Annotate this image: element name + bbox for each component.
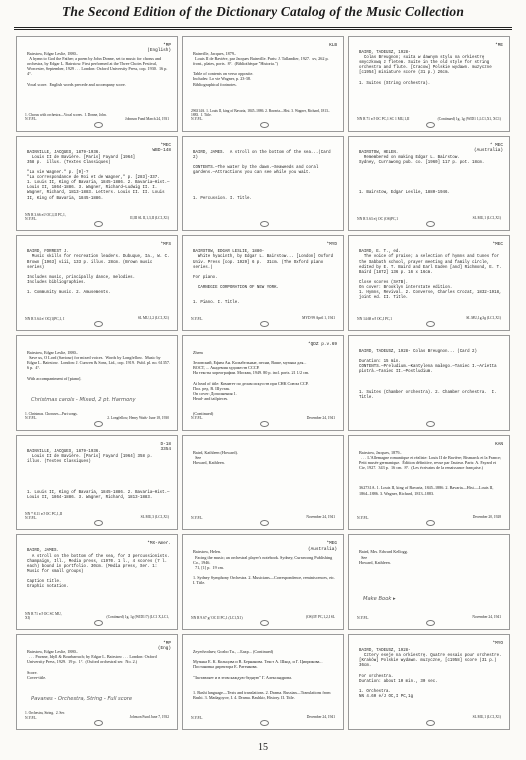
card-entry-text: Zhem Зеловский, Ефим Ан. Колыбельные, песни, Ваше, музыка для... ВОСТ, ... Академия художеств СССР. На тексты хореографии. Москва, 1949. 80 p. incl. ports. 21 1/2 cm. At head of title: Комитет по делам искусств при СНК Союза ССР. Пол. ред. В. Шустак. On cover: Дополнения 1. Head- and tailpieces. (Continued) bbox=[193, 350, 310, 417]
card-rod-hole bbox=[94, 520, 103, 526]
page-title: The Second Edition of the Dictionary Catalog of the Music Collection bbox=[61, 4, 465, 19]
card-call-number: *MP (Eng) bbox=[157, 641, 171, 652]
card-rod-hole bbox=[260, 421, 269, 427]
card-rod-hole bbox=[426, 122, 435, 128]
card-tracing: N.Y.P.L. bbox=[357, 615, 370, 620]
card-date-stamp: December 24, 1941 bbox=[306, 415, 335, 420]
card-tracing: NN * 8.11 e/J OC PC,1,II N.Y.P.L. bbox=[25, 511, 63, 521]
card-call-number: *MYD bbox=[326, 242, 337, 248]
catalog-card bbox=[182, 534, 344, 630]
catalog-card bbox=[16, 235, 178, 331]
catalog-card bbox=[182, 634, 344, 730]
card-tracing: NN R 3.66 e/J OC,I,II PC,1, N.Y.P.L. bbox=[25, 212, 66, 222]
card-entry-text: Bairstow, Edgar Leslie, 1880– . . . Pavane, Idyll & Bourbarrach; by Edgar L. Bairstow . . . London: Oxford University Press, 1929. 19 p. 1°. (Oxford orchestral ser. No. 2.) Score. Cover-title. bbox=[27, 649, 157, 680]
card-call-number: D-18 3354 bbox=[160, 441, 171, 452]
card-call-number: *QDZ p.v.69 bbox=[308, 342, 337, 348]
card-rod-hole bbox=[94, 122, 103, 128]
catalog-card bbox=[348, 534, 510, 630]
card-rod-hole bbox=[426, 720, 435, 726]
card-tracing: NN 14.68 e/J OC,I PC,1 bbox=[357, 316, 393, 321]
catalog-card bbox=[182, 435, 344, 531]
card-call-number: *MX-Amer. bbox=[147, 541, 171, 547]
catalog-card bbox=[182, 36, 344, 132]
catalog-card bbox=[182, 335, 344, 431]
card-call-number: * MEC (Australia) bbox=[474, 142, 503, 153]
card-date-stamp: (OS)3Y PC,1,2,I SL bbox=[305, 615, 335, 620]
card-tracing: 1. Christmas. Choruses—Part songs. N.Y.P.L. bbox=[25, 412, 78, 421]
card-entry-text: BAIRD, TADEUSZ, 1928- Cztery eseje na orkiestrę. Quatre essais pour orchestre. [Kraków] Polskie wydawn. muzyczne, [c1958] score (31 p.) 36cm. For orchestra. Duration: about 10 min., 30 sec. 1. Orchestra. NN 4.60 e/J OC,I PC,1g bbox=[359, 649, 502, 699]
card-entry-text: Bairstow, Edgar Leslie, 1880– Save us, O Lord (Saviour) for mixed voices. Words by Longfellow. Music by Edgar L. Bairstow. London: J. Curwen & Sons, Ltd., cop. 1919. Publ. pl. no. 61357. 6 p. 4°. With accompaniment of [piano]. bbox=[27, 350, 171, 381]
card-call-number: *MEC WBD-148 bbox=[152, 142, 171, 153]
card-call-number: *MYO bbox=[492, 641, 503, 647]
catalog-card bbox=[16, 136, 178, 232]
card-tracing: NN R 71 e/J OC SC MU, XI) bbox=[25, 611, 62, 620]
card-rod-hole bbox=[94, 321, 103, 327]
card-entry-text: Baird, Mrs. Edward Kellogg. See Howard, Kathleen. bbox=[359, 549, 408, 565]
card-rod-hole bbox=[426, 421, 435, 427]
card-date-stamp: SL MU,3 (LC1,X1) bbox=[140, 515, 169, 520]
card-entry-text: Baird, Kathleen (Howard). See Howard, Kathleen. bbox=[193, 449, 238, 465]
card-tracing: NN R 5.64 e/ OC(1)PC,1, I bbox=[25, 316, 65, 321]
card-tracing: 296314A. 1. Louis II, king of Bavaria, 1845–1886. 2. Bavaria—Hist. 3. Wagner, Richard, 1813–1883. J. Title. N.Y.P.L. bbox=[191, 108, 330, 122]
card-date-stamp: December 20, 1928 bbox=[472, 515, 501, 520]
card-tracing: N.Y.P.L. bbox=[191, 715, 204, 720]
card-entry-text: BAIRD, FORREST J. Music skills for recreation leaders. Dubuque, Ia., W. C. Brown [1963] viii, 133 p. illus. 28cm. (Brown music series) Includes music, principally dance, melodies. Includes bibliographies. 1. Community music. 2. Amusements. bbox=[27, 250, 170, 296]
title-rule bbox=[14, 27, 512, 28]
card-rod-hole bbox=[426, 321, 435, 327]
catalog-card bbox=[348, 634, 510, 730]
card-entry-text: Bairstow, Helen. Facing the music; an orchestral player's notebook. Sydney, Currawong Publishing Co., 1946. 71, [1] p. 19 cm. 1. Sydney Symphony Orchestra. 2. Musicians—Correspondence, reminiscences, etc. I. Title. bbox=[193, 549, 335, 585]
catalog-card bbox=[348, 335, 510, 431]
card-tracing: NN R 5.63 e/j OC (OS)PC,1 bbox=[357, 217, 399, 222]
card-entry-text: Bairstow, Edgar Leslie, 1880– A hymn to God the Father; a poem by John Donne, set to music for chorus and orchestra, by Edgar L. Bairstow. First performed at the Three Choirs Festival, Worcester, September, 1929 . . . London: Oxford University Press, cop. 1930. 16 p. 4°. Vocal score. English words precede and accompany score. bbox=[27, 51, 168, 87]
card-entry-text: BAIRSTOW, EDGAR LESLIE, 1880- White hyacinth, by Edgar L. Bairstow... [London] Oxford Univ. Press [cop. 1929] 6 p. 31cm. (The Oxford piano series.) For piano. CARNEGIE CORPORATION OF NEW YORK. 1. Piano. I. Title. bbox=[193, 250, 334, 306]
card-call-number: *ME bbox=[495, 43, 503, 48]
card-date-stamp: Johnson Fund March 24, 1931 bbox=[125, 116, 169, 121]
card-entry-text: Bairstow, Jacques, 1879– . . . L'Allemagne romantique et réaliste: Louis II de Bavière; Bismarck et la France; Petit musée germanique. Édition définitive, revue par l'auteur. Paris: A. Fayard et Cie, 1927. 343 p. 16 cm. 8°. (Les écrivains de la renaissance française.) 362731A. 1. Louis II, king of Bavaria, 1845–1886. 2. Bavaria—Hist.—Louis II, 1864–1886. 3. Wagner, Richard, 1813–1883. bbox=[359, 449, 502, 496]
card-date-stamp: SL MU,1 (LC1,X1) bbox=[472, 714, 501, 719]
card-rod-hole bbox=[260, 122, 269, 128]
title-rule-double bbox=[14, 29, 512, 30]
card-entry-text: BAIRD, JAMES. A stroll on the bottom of the sea, for 3 percussionists. Champaign, Ill., Media press, c1970. 1 l., 4 scores (7 l. each) bound in portfolio. 30cm. (Media press, Ser. 1: Music for small groups) Caption title. Graphic notation. bbox=[27, 549, 170, 590]
card-entry-text: Bainville, Jacques, 1879– Louis II de Bavière, par Jacques Bainville. Paris: J. Tallandier, 1927. xv, 262 p. front., plates, ports. 8°. (Bibliothèque "Historia.") Table of contents on verso opposite. Includes: Lo vie Wagner, p. 23-38. Bibliographical footnotes. bbox=[193, 51, 329, 87]
card-call-number: KLB bbox=[329, 43, 337, 48]
card-call-number: *MFS bbox=[160, 242, 171, 248]
card-rod-hole bbox=[426, 520, 435, 526]
card-tracing: N.Y.P.L. bbox=[191, 416, 204, 421]
card-rod-hole bbox=[426, 620, 435, 626]
card-entry-text: Zeyedvodaev, Gozbo Tu., ...Бахр... (Continued) Музыка Е. К. Кольцова и В. Бернанова. Текст А. Шкод. и Г. Циприкова... Постановка директора Е. Ратенкова. "Заставляет и в этом каждую бедную" Г. Александрова. 1. Bashi language—Texts and translations. 2. Drama. Russian—Translations from Bashi. 3. Madagoyov, I. 4. Drama. Bashkir, History. II. Title. bbox=[193, 649, 331, 700]
card-date-stamp: SL MU,1 (LC1,X1) bbox=[472, 216, 501, 221]
card-rod-hole bbox=[260, 321, 269, 327]
catalog-card bbox=[16, 634, 178, 730]
catalog-card bbox=[16, 435, 178, 531]
catalog-card bbox=[16, 335, 178, 431]
card-rod-hole bbox=[260, 520, 269, 526]
card-date-stamp: 2. Longfellow, Henry Wads- June 18, 1930 bbox=[107, 415, 169, 420]
card-tracing: N.Y.P.L. bbox=[191, 516, 204, 521]
catalog-card bbox=[348, 435, 510, 531]
card-entry-text: BAIRD, JAMES. A stroll on the bottom of the sea...(Card 2) CONTENTS.—The water by the dawn.—Seaweeds and coral gardens.—Attractions you can see while you wait. 1. Percussion. I. Title. bbox=[193, 150, 331, 201]
catalog-card bbox=[182, 235, 344, 331]
page-number: 15 bbox=[258, 742, 268, 753]
card-rod-hole bbox=[426, 221, 435, 227]
card-date-stamp: November 24, 1941 bbox=[472, 615, 501, 620]
card-entry-text: BAIRSTOW, HELEN. Remembered on making Edgar L. Bairstow. Sydney, Currawong pub. co. [1960] 117 p. pot. 18cm. 1. Bairstow, Edgar Leslie, 1880-1946. bbox=[359, 150, 485, 196]
card-call-number: *MP (English) bbox=[147, 43, 171, 54]
card-rod-hole bbox=[94, 221, 103, 227]
card-date-stamp: II,III SL II,1,3,II (LC1,X1) bbox=[130, 216, 169, 221]
catalog-card bbox=[182, 136, 344, 232]
catalog-card bbox=[16, 534, 178, 630]
catalog-card bbox=[348, 235, 510, 331]
catalog-card-grid bbox=[14, 34, 512, 732]
card-entry-text: BAIRD, TADEUSZ, 1928- Colas Breugnon; suita w dawnym stylu na orkiestrę smyczkową z fletem. Suite in the old style for string orchestra and flute. [Cracow] Polskie wydawn. muzyczne [c1954] miniature score (31 p.) 26cm. 1. Suites (String orchestra). bbox=[359, 51, 492, 86]
card-tracing: 1. Chorus with orchestra—Vocal scores. I. Donne, John. N.Y.P.L. bbox=[25, 113, 107, 122]
card-date-stamp: Johnson Fund June 7, 1932 bbox=[129, 714, 169, 719]
card-entry-text: BAIRD, E. T., ed. The voice of praise; a selection of hymns and tunes for the Sabbath school, prayer meeting and family circle, edited by E. T. Baird and Earl Eaden [and] Richmond, E. T. Baird [1872] 136 p. 16 x 16cm. Close scores (SATB). On cover: Brooklyn interstate edition. 1. Hymns, Revival. 2. Converse, Charles Crozat, 1832-1918, joint ed. II. Title. bbox=[359, 250, 502, 301]
card-handwritten-note: Pavanes - Orchestra, String - Full score bbox=[31, 696, 133, 703]
card-handwritten-note: Make Book ▸ bbox=[363, 596, 396, 603]
card-date-stamp: November 24, 1941 bbox=[306, 515, 335, 520]
card-rod-hole bbox=[260, 221, 269, 227]
card-rod-hole bbox=[94, 720, 103, 726]
card-rod-hole bbox=[260, 720, 269, 726]
card-handwritten-note: Christmas carols - Mixed, 2 pt. Harmony bbox=[31, 397, 136, 404]
card-call-number: *MEG (Australia) bbox=[308, 541, 337, 552]
card-date-stamp: MYD 99 April 1, 1941 bbox=[302, 315, 335, 320]
card-entry-text: BAIRD, TADEUSZ, 1928- Colas Breugnon... (Card 2) Duration: 15 min. CONTENTS.—Preludium.—Kantylena małego.—Taniec I.—Arietta piotrà.—Taniec II.—Postludium. 1. Suites (Chamber orchestra). 2. Chamber orchestra. I. Title. bbox=[359, 350, 497, 400]
card-date-stamp: SL MU,1g,3g (LC1,X1) bbox=[466, 315, 501, 320]
card-date-stamp: (Continued) 1g, 1g (WID1/7) (LC1 X,LC1, bbox=[106, 615, 169, 620]
card-entry-text: BAINVILLE, JACQUES, 1879-1936. Louis II de Bavière. [Paris] Fayard [1964] 358 p. illus. (Textes Classiques) 1. Louis II, King of Bavaria, 1845-1886. 2. Bavaria—Hist.—Louis II, 1864-1886. 3. Wagner, Richard, 1813-1883. bbox=[27, 449, 170, 500]
card-tracing: N.Y.P.L. bbox=[357, 516, 370, 521]
catalog-card bbox=[348, 136, 510, 232]
card-tracing: 1. Orchestra, String. 2. Ser. N.Y.P.L. bbox=[25, 711, 65, 720]
card-entry-text: BAINVILLE, JACQUES, 1879-1936. Louis II de Bavière. [Paris] Fayard [1964] 358 p. illus. (Textes Classiques) "La vie Wagner." p. [9]-? "La correspondance de Roi et de Wagner," p. [283]-337. 1. Louis II, King of Bavaria, 1845-1886. 2. Bavaria—Hist.—Louis II, 1864-1886. 3. Wagner, Richard—Ludwig II. I. Wagner, Richard, 1813-1883. Letters. Louis II. II. Louis II, King of Bavaria, 1845-1886. bbox=[27, 150, 170, 201]
card-date-stamp: December 24, 1941 bbox=[306, 714, 335, 719]
catalog-card bbox=[348, 36, 510, 132]
card-rod-hole bbox=[94, 421, 103, 427]
card-date-stamp: (Continued) 1g, 1g (WID1 1,LC1,X1, XC1) bbox=[437, 116, 501, 121]
card-tracing: NN R 71 e/J OC PC,1 SC 1 MU,1,II bbox=[357, 117, 410, 122]
card-tracing: N.Y.P.L. bbox=[191, 316, 204, 321]
card-call-number: *MEC bbox=[492, 242, 503, 248]
card-call-number: KAN bbox=[495, 441, 503, 447]
catalog-card bbox=[16, 36, 178, 132]
card-rod-hole bbox=[260, 620, 269, 626]
card-tracing: NN R 9.67 g/ OC II PC,1 (LC1,X1) bbox=[191, 615, 243, 620]
card-date-stamp: SL MU,1,2 (LC1,X1) bbox=[137, 315, 169, 320]
card-rod-hole bbox=[94, 620, 103, 626]
